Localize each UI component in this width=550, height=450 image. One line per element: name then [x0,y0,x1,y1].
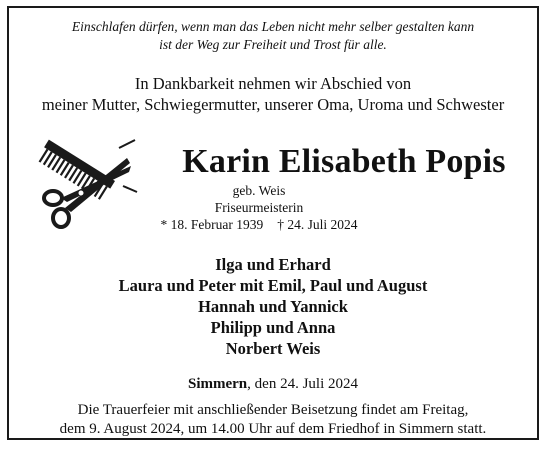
funeral-notice [9,401,537,439]
motto-line-2: ist der Weg zur Freiheit und Trost für alle. [159,37,387,52]
family-line: Hannah und Yannick [198,297,348,316]
date: , den 24. Juli 2024 [247,376,358,392]
obituary-frame [7,6,539,440]
family-line: Norbert Weis [225,339,321,358]
notice-line-2: dem 9. August 2024, um 14.00 Uhr auf dem Friedhof in Simmern statt. [59,421,487,437]
family-line: Laura und Peter mit Emil, Paul und August [118,276,428,295]
notice-line-1: Die Trauerfeier mit anschließender Beisetzung findet am Freitag, [77,402,469,418]
birth-date: * 18. Februar 1939 [160,217,264,232]
motto-line-1: Einschlafen dürfen, wenn man das Leben nicht mehr selber gestalten kann [71,19,475,34]
family-line: Philipp und Anna [210,318,336,337]
intro-line-1: In Dankbarkeit nehmen wir Abschied von [134,74,412,93]
death-date: † 24. Juli 2024 [277,217,358,232]
birth-name: geb. Weis [232,183,286,198]
intro-text [9,73,537,115]
motto [9,18,537,54]
family-line: Ilga und Erhard [215,255,331,274]
family-list [9,254,537,359]
place-and-date [9,374,537,394]
deceased-details [129,183,389,234]
intro-line-2: meiner Mutter, Schwiegermutter, unserer Oma, Uroma und Schwester [41,95,505,114]
profession: Friseurmeisterin [214,199,304,215]
deceased-name: Karin Elisabeth Popis [182,143,506,180]
comb-and-scissors-icon [31,136,141,236]
place: Simmern [187,376,248,392]
life-dates [129,217,389,234]
